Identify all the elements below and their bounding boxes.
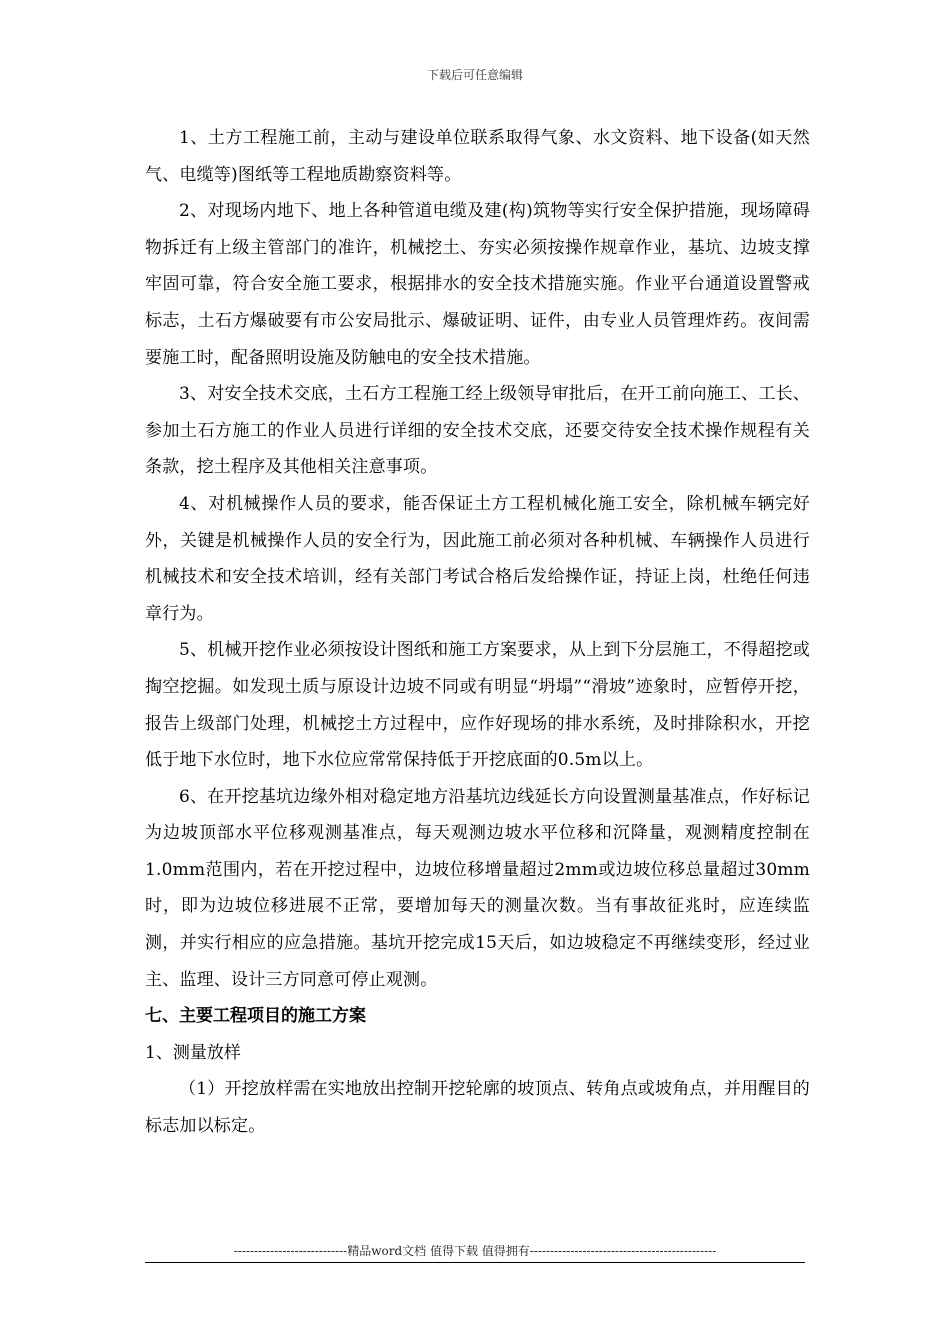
paragraph-6: 6、在开挖基坑边缘外相对稳定地方沿基坑边线延长方向设置测量基准点，作好标记为边坡顶部水平位移观测基准点，每天观测边坡水平位移和沉降量，观测精度控制在1.0mm范围内，若在开挖过程中，边坡位移增量超过2mm或边坡位移总量超过30mm时，即为边坡位移进展不正常，要增加每天的测量次数。当有事故征兆时，应连续监测，并实行相应的应急措施。基坑开挖完成15天后，如边坡稳定不再继续变形，经过业主、监理、设计三方同意可停止观测。 <box>145 786 810 990</box>
page-footer: ----------------------------精品word文档 值得下载 值得拥有---------------------------------------------- <box>233 1244 717 1258</box>
paragraph-3: 3、对安全技术交底，土石方工程施工经上级领导审批后，在开工前向施工、工长、参加土石方施工的作业人员进行详细的安全技术交底，还要交待安全技术操作规程有关条款，挖土程序及其他相关注意事项。 <box>145 384 810 478</box>
sub-paragraph: （1）开挖放样需在实地放出控制开挖轮廓的坡顶点、转角点或坡角点，并用醒目的标志加以标定。 <box>145 1079 810 1137</box>
paragraph-5: 5、机械开挖作业必须按设计图纸和施工方案要求，从上到下分层施工，不得超挖或掏空挖掘。如发现土质与原设计边坡不同或有明显“坍塌”“滑坡”迹象时，应暂停开挖，报告上级部门处理，机械挖土方过程中，应作好现场的排水系统，及时排除积水，开挖低于地下水位时，地下水位应常常保持低于开挖底面的0.5m以上。 <box>145 640 810 771</box>
footer-divider <box>145 1262 805 1263</box>
paragraph-2: 2、对现场内地下、地上各种管道电缆及建(构)筑物等实行安全保护措施，现场障碍物拆迁有上级主管部门的准许，机械挖土、夯实必须按操作规章作业，基坑、边坡支撑牢固可靠，符合安全施工要求，根据排水的安全技术措施实施。作业平台通道设置警戒标志，土石方爆破要有市公安局批示、爆破证明、证件，由专业人员管理炸药。夜间需要施工时，配备照明设施及防触电的安全技术措施。 <box>145 201 810 368</box>
paragraph-4: 4、对机械操作人员的要求，能否保证土方工程机械化施工安全，除机械车辆完好外，关键是机械操作人员的安全行为，因此施工前必须对各种机械、车辆操作人员进行机械技术和安全技术培训，经有关部门考试合格后发给操作证，持证上岗，杜绝任何违章行为。 <box>145 493 810 624</box>
page-header: 下载后可任意编辑 <box>426 68 523 82</box>
section-heading: 七、主要工程项目的施工方案 <box>145 1006 366 1027</box>
paragraph-1: 1、土方工程施工前，主动与建设单位联系取得气象、水文资料、地下设备(如天然气、电缆等)图纸等工程地质勘察资料等。 <box>145 128 810 185</box>
document-body <box>145 120 810 1145</box>
subsection-title: 1、测量放样 <box>145 1042 241 1063</box>
